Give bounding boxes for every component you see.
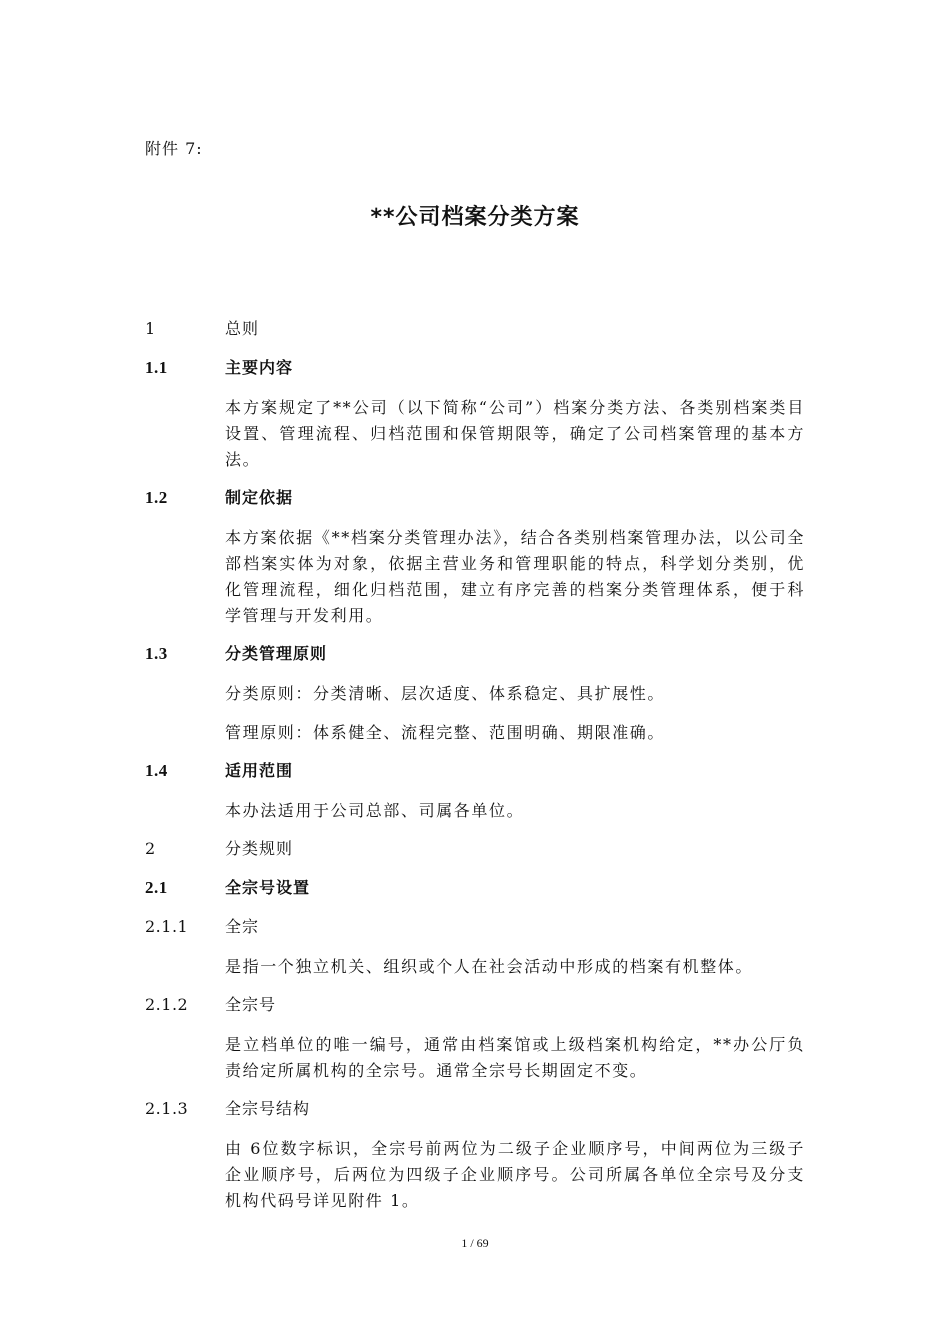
section-title: 分类管理原则: [225, 644, 328, 663]
section-number: 2.1.2: [145, 995, 189, 1014]
section-title: 主要内容: [225, 358, 294, 377]
section-2-1-2-heading: [145, 993, 805, 1017]
section-1-heading: [145, 317, 805, 341]
section-number: 2.1.3: [145, 1099, 189, 1118]
section-title: 制定依据: [225, 488, 294, 507]
section-title: 全宗号设置: [225, 878, 311, 897]
section-number: 2.1.1: [145, 917, 189, 936]
section-2-1-heading: [145, 876, 805, 900]
section-1-2-heading: [145, 486, 805, 510]
section-number: 2: [145, 839, 156, 858]
section-2-1-3-heading: [145, 1097, 805, 1121]
section-title: 适用范围: [225, 761, 294, 780]
section-2-1-3-paragraph: 由 6位数字标识，全宗号前两位为二级子企业顺序号，中间两位为三级子企业顺序号，后两位为四级子企业顺序号。公司所属各单位全宗号及分支机构代码号详见附件 1。: [225, 1139, 805, 1210]
section-number: 1.1: [145, 358, 168, 377]
section-number: 1: [145, 319, 156, 338]
section-title: 全宗号: [225, 995, 277, 1014]
section-1-1-paragraph: 本方案规定了**公司（以下简称“公司”）档案分类方法、各类别档案类目设置、管理流程、归档范围和保管期限等，确定了公司档案管理的基本方法。: [225, 398, 805, 469]
section-title: 全宗: [225, 917, 260, 936]
section-1-3-heading: [145, 642, 805, 666]
section-title: 分类规则: [225, 839, 294, 858]
section-number: 1.2: [145, 488, 168, 507]
section-1-3-paragraph-2: 管理原则：体系健全、流程完整、范围明确、期限准确。: [225, 723, 666, 742]
attachment-label: 附件 7:: [145, 139, 203, 158]
section-1-4-paragraph: 本办法适用于公司总部、司属各单位。: [225, 801, 525, 820]
document-title: **公司档案分类方案: [370, 205, 580, 230]
section-1-1-heading: [145, 356, 805, 380]
section-1-3-paragraph-1: 分类原则：分类清晰、层次适度、体系稳定、具扩展性。: [225, 684, 666, 703]
section-2-1-1-paragraph: 是指一个独立机关、组织或个人在社会活动中形成的档案有机整体。: [225, 957, 754, 976]
section-title: 总则: [225, 319, 260, 338]
section-number: 2.1: [145, 878, 168, 897]
section-number: 1.3: [145, 644, 168, 663]
section-2-1-1-heading: [145, 915, 805, 939]
section-2-1-2-paragraph: 是立档单位的唯一编号，通常由档案馆或上级档案机构给定，**办公厅负责给定所属机构的全宗号。通常全宗号长期固定不变。: [225, 1035, 805, 1080]
document-body: [145, 317, 805, 1227]
section-1-4-heading: [145, 759, 805, 783]
page-number: 1 / 69: [461, 1236, 489, 1250]
section-number: 1.4: [145, 761, 168, 780]
section-title: 全宗号结构: [225, 1099, 311, 1118]
section-2-heading: [145, 837, 805, 861]
section-1-2-paragraph: 本方案依据《**档案分类管理办法》，结合各类别档案管理办法，以公司全部档案实体为对象，依据主营业务和管理职能的特点，科学划分类别，优化管理流程，细化归档范围，建立有序完善的档案分类管理体系，便于科学管理与开发利用。: [225, 528, 805, 625]
